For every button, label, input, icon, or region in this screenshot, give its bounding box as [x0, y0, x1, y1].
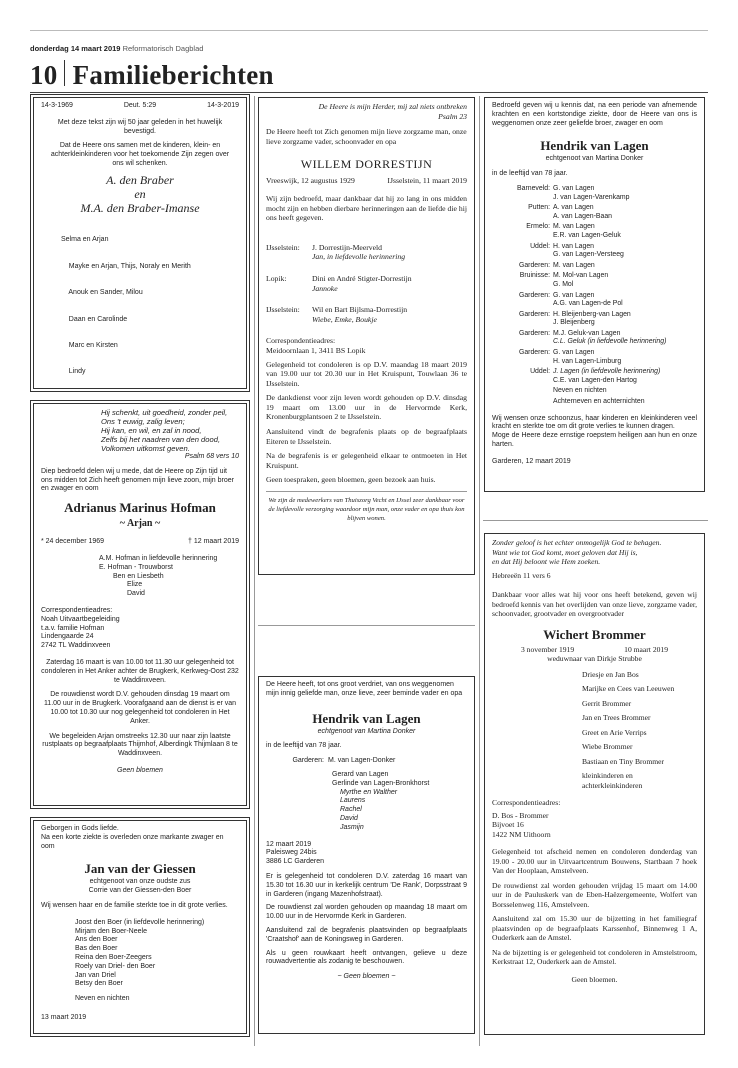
ad7-name: Wichert Brommer — [543, 626, 646, 642]
ad6-place — [492, 398, 550, 407]
family-member: H. van Lagen-Limburg — [553, 357, 622, 365]
ad1-date-left: 14-3-1969 — [41, 102, 73, 109]
family-member: Gerrit Brommer — [582, 698, 632, 708]
family-member: J. Dorrestijn-Meerveld — [312, 242, 383, 252]
ad3-family — [41, 919, 239, 1004]
ad2-corr-label: Correspondentieadres: — [41, 606, 113, 614]
ad2-corr-line: Noah Uitvaartbegeleiding — [41, 615, 120, 623]
ad1-dates — [41, 102, 239, 111]
family-member: Mirjam den Boer-Neele — [75, 927, 147, 935]
family-member: J. Lagen (in liefdevolle herinnering) — [553, 368, 661, 376]
family-member: Jannoke — [312, 283, 338, 293]
ad2-psalm: Psalm 68 vers 10 — [184, 453, 239, 460]
family-member: Neven en nichten — [553, 387, 607, 395]
ad6-age: in de leeftijd van 78 jaar. — [492, 170, 568, 178]
ad3-date: 13 maart 2019 — [41, 1013, 87, 1021]
grandchild: David — [340, 814, 358, 822]
family-member: Ben en Liesbeth — [113, 572, 164, 580]
ad7-corr-line: D. Bos - Brommer — [492, 810, 549, 820]
ad7-died: 10 maart 2019 — [624, 644, 669, 654]
ad6-place: Barneveld: — [517, 184, 550, 192]
family-member: Reina den Boer-Zeegers — [75, 953, 152, 961]
page-header — [30, 44, 203, 53]
ad7-corr-line: Bijvoet 16 — [492, 820, 524, 829]
ad1-date-right: 14-3-2019 — [207, 102, 239, 109]
ad3-name: Jan van der Giessen — [84, 861, 196, 877]
ad6-place: Ermelo: — [526, 223, 550, 231]
ad6-place — [492, 300, 550, 309]
ad5-age: in de leeftijd van 78 jaar. — [266, 742, 342, 750]
ad2-corr-line: Lindengaarde 24 — [41, 633, 94, 641]
family-member: David — [127, 590, 145, 598]
family-member: kleinkinderen en — [582, 771, 633, 780]
ad6-place — [492, 358, 550, 367]
family-member: Jan van Driel — [75, 971, 116, 979]
ad1-and: en — [134, 186, 146, 201]
family-member: achterkleinkinderen — [582, 780, 643, 790]
ad6-place: Uddel: — [530, 368, 550, 376]
ad5-family — [266, 757, 467, 766]
header-date: donderdag 14 maart 2019 — [30, 44, 121, 53]
ad5-sub: echtgenoot van Martina Donker — [317, 727, 416, 735]
ad2-poem — [41, 408, 239, 453]
family-member: M. van Lagen — [553, 223, 595, 231]
ad4-corr: Meidoornlaan 1, 3411 BS Lopik — [266, 345, 366, 355]
ad2-nickname: ~ Arjan ~ — [119, 518, 161, 530]
family-member: C.E. van Lagen-den Hartog — [553, 376, 637, 384]
ad4-place: IJsselstein: — [266, 242, 300, 252]
ad6-place: Garderen: — [518, 349, 550, 357]
grandchild: Myrthe en Walther — [340, 788, 398, 796]
family-member: Roely van Driel- den Boer — [75, 962, 156, 970]
ad5-address: Paleisweg 24bis — [266, 849, 317, 857]
title-rule — [30, 92, 708, 93]
ad7-born: 3 november 1919 — [520, 644, 575, 654]
ad7-no-flowers: Geen bloemen. — [571, 974, 618, 984]
ad6-place: Garderen: — [518, 329, 550, 337]
poem-line: Ons 't euwig, zalig leven; — [101, 417, 185, 426]
grandchild: Laurens — [340, 797, 366, 805]
ad7-intro: Dankbaar voor alles wat hij voor ons heeft betekend, geven wij bedroefd kennis van het overlijden van onze lieve, zorgzame vader, schoonvader, grootvader en overgrootvader — [492, 590, 697, 618]
ad6-place: Bruinisse: — [519, 272, 550, 280]
ad3-line1: Geborgen in Gods liefde. — [41, 825, 119, 832]
ad5-name: Hendrik van Lagen — [312, 710, 421, 726]
family-member: M.J. Geluk-van Lagen — [553, 329, 621, 337]
family-member: A. van Lagen-Baan — [553, 212, 612, 220]
ad4-died: IJsselstein, 11 maart 2019 — [387, 176, 467, 186]
grandchild: Rachel — [340, 806, 362, 814]
ad7-corr-label: Correspondentieadres: — [492, 798, 561, 807]
ad4-place: IJsselstein: — [266, 305, 300, 315]
header-paper: Reformatorisch Dagblad — [122, 44, 204, 53]
ad2-born: * 24 december 1969 — [41, 538, 105, 546]
family-member: Greet en Arie Verrips — [582, 727, 647, 737]
family-member: Anouk en Sander, Milou — [61, 289, 143, 297]
page-number: 10 — [30, 60, 58, 90]
column-divider — [479, 96, 480, 1046]
ad2-no-flowers: Geen bloemen — [117, 766, 163, 774]
ad6-family — [492, 185, 697, 407]
ad3-nephews: Neven en nichten — [75, 995, 130, 1003]
ad5-condolence: Er is gelegenheid tot condoleren D.V. zaterdag 16 maart van 15.30 tot 16.30 uur in kerkelijk centrum 'De Rank', Dorpsstraat 9 in Garderen (ingang Mazenhofstraat). — [266, 872, 467, 898]
family-member: Joost den Boer (in liefdevolle herinnering) — [75, 918, 205, 926]
ad2-service: De rouwdienst wordt D.V. gehouden dinsdag 19 maart om 11.00 uur in de Brugkerk. Voorafgaand aan de dienst is er van 10.00 tot 10.30 uur nog gelegenheid tot condoleren in Het Anker. — [43, 691, 237, 725]
family-member: J. van Lagen-Varenkamp — [553, 193, 630, 201]
poem-line: Volkomen uitkomst geven. — [101, 444, 190, 453]
ad7-quote — [492, 538, 697, 567]
family-member: E.R. van Lagen-Geluk — [553, 231, 621, 239]
ad2-condolence: Zaterdag 16 maart is van 10.00 tot 11.30 uur gelegenheid tot condoleren in Het Anker achter de Brugkerk, Kerkweg-Oost 232 te Waddinxveen. — [41, 658, 239, 684]
family-member: M. van Lagen — [553, 261, 595, 269]
ad4-born: Vreeswijk, 12 augustus 1929 — [266, 176, 355, 186]
family-member: Daan en Carolinde — [61, 315, 128, 323]
family-member: Bas den Boer — [75, 945, 118, 953]
family-member: G. Mol — [553, 280, 574, 288]
family-member: G. van Lagen — [553, 291, 595, 299]
top-rule — [30, 30, 708, 31]
ad2-corr-line: t.a.v. familie Hofman — [41, 624, 105, 632]
ad2-intro: Diep bedroefd delen wij u mede, dat de Heere op Zijn tijd uit ons midden tot Zich heeft genomen mijn lieve zoon, mijn broer en zwager en oom — [41, 467, 234, 493]
ad4-dates — [266, 176, 467, 186]
ad6-place — [492, 232, 550, 241]
ad6-p1: Wij wensen onze schoonzus, haar kinderen en kleinkinderen veel kracht en sterkte toe om dit grote verlies te kunnen dragen. — [492, 414, 697, 431]
family-member: Lindy — [61, 368, 86, 376]
ad2-corr-line: 2742 TL Waddinxveen — [41, 642, 111, 650]
family-member: Mayke en Arjan, Thijs, Noraly en Merith — [61, 262, 191, 270]
section-title: Familieberichten — [72, 60, 274, 90]
grandchild: Jasmijn — [340, 823, 364, 831]
ad5-notice: Als u geen rouwkaart heeft ontvangen, gelieve u deze rouwadvertentie als zodanig te beschouwen. — [266, 949, 467, 966]
family-member: Gerard van Lagen — [332, 770, 389, 778]
row-divider — [258, 625, 475, 626]
family-member: A.M. Hofman in liefdevolle herinnering — [99, 554, 218, 562]
ad6-place — [492, 387, 550, 396]
ad4-burial: Aansluitend vindt de begrafenis plaats op de begraafplaats Eiteren te IJsselstein. — [266, 427, 467, 446]
ad6-place-date: Garderen, 12 maart 2019 — [492, 457, 571, 465]
ad7-family — [492, 670, 697, 791]
family-member: Driesje en Jan Bos — [582, 669, 639, 679]
ad7-condolence: Gelegenheid tot afscheid nemen en condoleren donderdag van 19.00 - 20.00 uur in Uitvaartcentrum Bouwens, Startbaan 7 hoek Van der Hooplaan, Amstelveen. — [492, 847, 697, 875]
ad-den-braber — [33, 97, 247, 389]
ad7-service: De rouwdienst zal worden gehouden vrijdag 15 maart om 14.00 uur in de Pauluskerk van de Eben-Haëzergemeente, Wolfert van Borsselenweg 116, Amstelveen. — [492, 880, 697, 909]
ad2-family — [41, 555, 239, 599]
ad7-burial: Aansluitend zal om 15.30 uur de bijzetting in het familiegraf plaatsvinden op de begraafplaats Karssenhof, Binnenweg 1 A, Ouderkerk aan de Amstel. — [492, 914, 697, 942]
ad5-no-flowers: ~ Geen bloemen ~ — [337, 973, 396, 981]
ad6-place — [492, 338, 550, 347]
ad1-name1: A. den Braber — [106, 172, 174, 187]
ad5-place: Garderen: — [292, 757, 324, 765]
ad6-place: Garderen: — [518, 310, 550, 318]
ad4-condolence: Gelegenheid tot condoleren is op D.V. maandag 18 maart 2019 van 19.00 uur tot 20.30 uur in Het Kruispunt, Touwlaan 36 te IJsselstein. — [266, 359, 467, 388]
family-member: Gerlinde van Lagen-Bronkhorst — [332, 779, 430, 787]
ad4-corr-label: Correspondentieadres: — [266, 336, 336, 346]
family-member: G. van Lagen — [553, 184, 595, 192]
ad5-burial: Aansluitend zal de begrafenis plaatsvinden op begraafplaats 'Craatshof' aan de Koningsweg in Garderen. — [266, 926, 467, 943]
ad1-intro: Met deze tekst zijn wij 50 jaar geleden in het huwelijk bevestigd. — [57, 118, 223, 135]
ad6-place — [492, 319, 550, 328]
ad3-sub2: Corrie van der Giessen-den Boer — [88, 887, 192, 895]
ad4-service: De dankdienst voor zijn leven wordt gehouden op D.V. dinsdag 19 maart om 13.00 uur in de Hervormde Kerk, Kronenburgplantsoen 2 te IJsselstein. — [266, 393, 467, 422]
ad7-meeting: Na de bijzetting is er gelegenheid tot condoleren in Amstelstroom, Kerkstraat 12, Ouderkerk aan de Amstel. — [492, 947, 697, 966]
poem-line: Zelfs bij het naadren van den dood, — [101, 435, 221, 444]
family-member: Marijke en Cees van Leeuwen — [582, 684, 675, 693]
ad6-place: Garderen: — [518, 261, 550, 269]
family-member: G. van Lagen — [553, 349, 595, 357]
ad2-burial: We begeleiden Arjan omstreeks 12.30 uur naar zijn laatste rustplaats op begraafplaats Thijmhof, Alberdingk Thijmlaan 8 te Waddinxveen. — [42, 732, 238, 758]
ad1-family-list — [41, 219, 239, 389]
quote-line: Zonder geloof is het echter onmogelijk God te behagen. — [492, 538, 662, 547]
ad-van-der-giessen — [33, 820, 247, 1034]
page-title — [30, 58, 274, 92]
poem-line: Hij kan, en wil, en zal in nood, — [101, 426, 202, 435]
family-member: A. van Lagen — [553, 204, 594, 212]
ad5-intro: De Heere heeft, tot ons groot verdriet, van ons weggenomen mijn innig geliefde man, onze lieve, zeer beminde vader en opa — [266, 681, 463, 697]
ad6-place: Uddel: — [530, 242, 550, 250]
ad6-place — [492, 377, 550, 386]
ad-van-lagen-family — [258, 676, 475, 1034]
title-separator — [64, 60, 65, 86]
ad2-died: † 12 maart 2019 — [188, 538, 239, 546]
ad6-name: Hendrik van Lagen — [540, 138, 649, 154]
ad6-intro: Bedroefd geven wij u kennis dat, na een periode van afnemende krachten en een kortstondige ziekte, door de Heere van ons is weggenomen onze zeer geliefde broer, zwager en oom — [492, 102, 697, 127]
quote-line: Want wie tot God komt, moet geloven dat Hij is, — [492, 547, 638, 557]
family-member: H. van Lagen — [553, 242, 594, 250]
ad5-date: 12 maart 2019 — [266, 840, 312, 848]
ad4-name: WILLEM DORRESTIJN — [300, 157, 433, 172]
ad3-intro: Wij wensen haar en de familie sterkte toe in dit grote verlies. — [41, 901, 228, 909]
ad-brommer — [484, 533, 705, 1035]
ad2-name: Adrianus Marinus Hofman — [64, 500, 216, 516]
ad4-quote: De Heere is mijn Herder, mij zal niets ontbreken — [318, 102, 467, 111]
family-member: Ans den Boer — [75, 936, 118, 944]
ad7-dates — [492, 645, 697, 655]
ad4-family — [266, 243, 467, 325]
ad3-line2: Na een korte ziekte is overleden onze markante zwager en oom — [41, 833, 224, 850]
family-member: Jan en Trees Brommer — [582, 713, 651, 722]
ad5-postcode: 3886 LC Garderen — [266, 858, 324, 866]
ad5-service: De rouwdienst zal worden gehouden op maandag 18 maart om 10.00 uur in de Hervormde Kerk in Garderen. — [266, 904, 467, 921]
ad4-psalm: Psalm 23 — [438, 111, 467, 121]
ad7-sub: weduwnaar van Dirkje Strubbe — [547, 654, 642, 663]
ad6-p2: Moge de Heere deze ernstige roepstem heiligen aan hun en onze harten. — [492, 432, 697, 449]
quote-line: en dat Hij beloont wie Hem zoeken. — [492, 557, 601, 566]
ad4-thanks-note: We zijn de medewerkers van Thuiszorg Vecht en IJssel zeer dankbaar voor de liefdevolle verzorging waardoor mijn man, onze vader en opa thuis kon blijven wonen. — [266, 491, 467, 523]
family-member: J. Bleijenberg — [553, 319, 595, 327]
family-member: Elize — [127, 581, 143, 589]
family-member: H. Bleijenberg-van Lagen — [553, 310, 631, 318]
ad4-place: Lopik: — [266, 273, 287, 283]
family-member: Bastiaan en Tiny Brommer — [582, 756, 665, 766]
ad6-place: Garderen: — [518, 291, 550, 299]
ad3-sub1: echtgenoot van onze oudste zus — [89, 878, 191, 886]
ad7-corr-line: 1422 NM Uithoorn — [492, 829, 551, 839]
column-divider — [254, 96, 255, 1046]
ad2-dates — [41, 538, 239, 547]
ad6-place — [492, 281, 550, 290]
ad7-reference: Hebreeën 11 vers 6 — [492, 570, 551, 580]
row-divider — [483, 520, 708, 521]
family-member: E. Hofman - Trouwborst — [99, 563, 173, 571]
ad4-no-speeches: Geen toespraken, geen bloemen, geen bezoek aan huis. — [266, 475, 436, 485]
family-member: Marc en Kirsten — [61, 341, 118, 349]
family-member: Wiebe, Emke, Boukje — [312, 314, 377, 324]
ad6-place: Putten: — [528, 204, 550, 212]
family-member: C.L. Geluk (in liefdevolle herinnering) — [553, 338, 667, 346]
family-member: Betsy den Boer — [75, 980, 123, 988]
family-member: M. Mol-van Lagen — [553, 272, 609, 280]
ad4-intro: De Heere heeft tot Zich genomen mijn lieve zorgzame man, onze lieve zorgzame vader, schoonvader en opa — [266, 127, 467, 146]
ad6-place — [492, 194, 550, 203]
family-member: Achterneven en achternichten — [553, 398, 645, 406]
family-member: Jan, in liefdevolle herinnering — [312, 252, 406, 262]
ad1-verse: Deut. 5:29 — [123, 102, 157, 109]
poem-line: Hij schenkt, uit goedheid, zonder peil, — [101, 408, 228, 417]
ad-hofman — [33, 403, 247, 806]
ad1-name2: M.A. den Braber-Imanse — [80, 200, 200, 215]
ad4-p1: Wij zijn bedroefd, maar dankbaar dat hij zo lang in ons midden mocht zijn en hebben dierbare herinneringen aan de liefde die hij ons heeft gegeven. — [266, 193, 467, 223]
family-member: M. van Lagen-Donker — [328, 757, 396, 765]
ad4-meeting: Na de begrafenis is er gelegenheid elkaar te ontmoeten in Het Kruispunt. — [266, 451, 467, 470]
family-member: Wil en Bart Bijlsma-Dorrestijn — [312, 305, 408, 315]
ad-dorrestijn — [258, 97, 475, 575]
ad-van-lagen-siblings — [484, 97, 705, 492]
ad6-place — [492, 251, 550, 260]
ad6-sub: echtgenoot van Martina Donker — [545, 155, 644, 163]
family-member: Selma en Arjan — [61, 236, 109, 244]
family-member: G. van Lagen-Versteeg — [553, 251, 624, 259]
family-member: Wiebe Brommer — [582, 742, 633, 751]
ad6-place — [492, 213, 550, 222]
family-member: A.G. van Lagen-de Pol — [553, 300, 623, 308]
ad1-thanks: Dat de Heere ons samen met de kinderen, klein- en achterkleinkinderen voor het toekomende Zijn zegen over ons wil schenken. — [50, 142, 230, 167]
ad5-children — [266, 771, 467, 833]
family-member: Dini en André Stigter-Dorrestijn — [312, 273, 412, 283]
